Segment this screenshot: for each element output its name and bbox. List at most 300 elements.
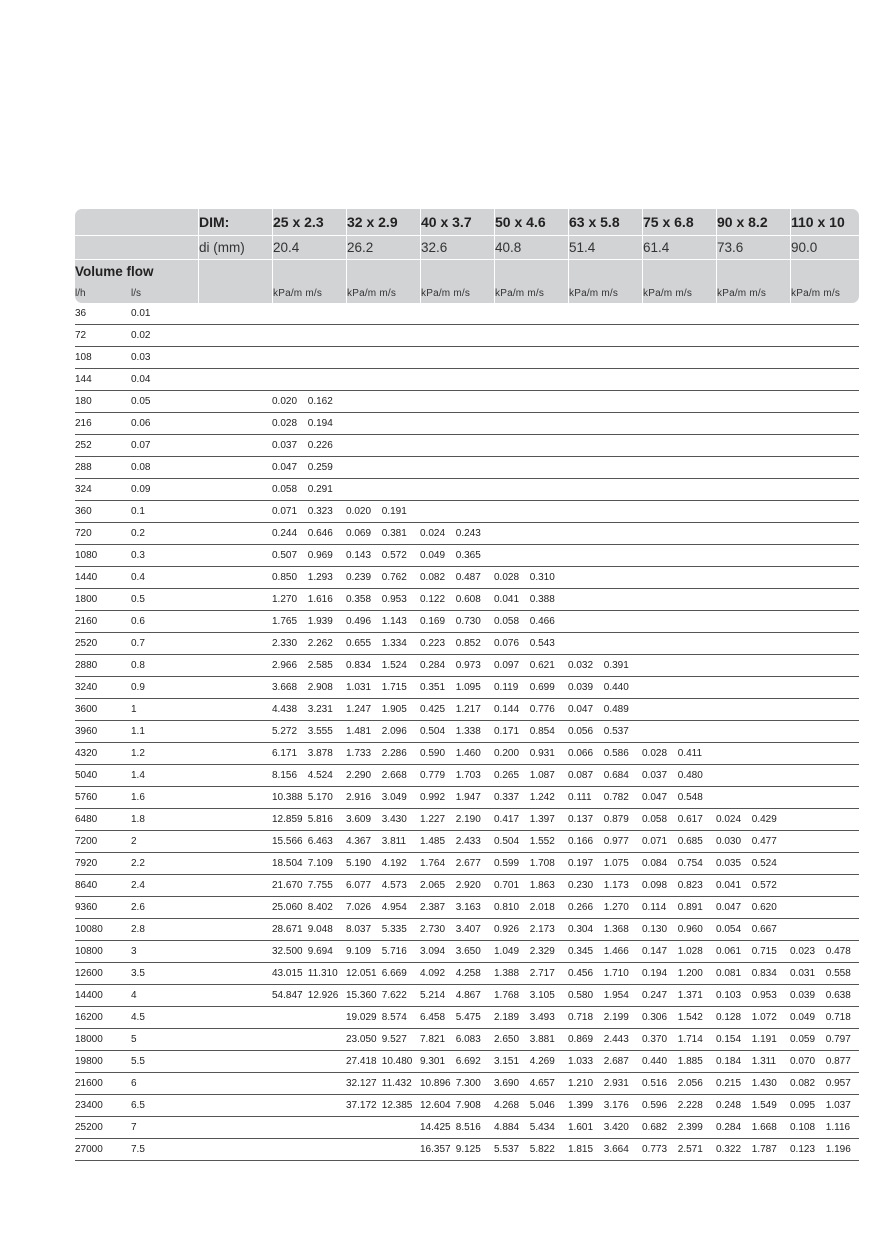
flow-ls-cell: 3.5 — [131, 963, 198, 985]
velocity-value: 2.571 — [677, 1144, 703, 1155]
pressure-loss-value: 0.345 — [568, 946, 594, 957]
flow-ls-cell: 0.04 — [131, 369, 198, 391]
velocity-value: 5.716 — [381, 946, 407, 957]
value-cell — [494, 853, 568, 875]
value-cell — [494, 633, 568, 655]
velocity-value: 5.170 — [307, 792, 333, 803]
table-row — [75, 1029, 859, 1051]
value-cell — [420, 721, 494, 743]
value-cell — [346, 831, 420, 853]
value-cell — [568, 391, 642, 413]
value-cell — [568, 567, 642, 589]
velocity-value: 0.667 — [751, 924, 777, 935]
pressure-loss-value: 28.671 — [272, 924, 303, 935]
value-cell — [790, 743, 859, 765]
velocity-value: 3.664 — [603, 1144, 629, 1155]
value-cell — [642, 699, 716, 721]
velocity-value: 0.879 — [603, 814, 629, 825]
table-row — [75, 325, 859, 347]
table-row — [75, 457, 859, 479]
pressure-loss-value: 0.304 — [568, 924, 594, 935]
value-cell — [568, 369, 642, 391]
flow-lh-cell: 23400 — [75, 1095, 131, 1117]
value-cell — [642, 1073, 716, 1095]
spacer-cell — [198, 1029, 272, 1051]
value-cell — [568, 787, 642, 809]
value-cell — [272, 743, 346, 765]
table-row — [75, 567, 859, 589]
velocity-value: 1.368 — [603, 924, 629, 935]
pressure-loss-value: 5.214 — [420, 990, 446, 1001]
value-cell — [568, 589, 642, 611]
value-cell — [346, 853, 420, 875]
value-cell — [494, 875, 568, 897]
value-cell — [494, 699, 568, 721]
value-cell — [642, 809, 716, 831]
value-cell — [568, 941, 642, 963]
table-row — [75, 413, 859, 435]
velocity-value: 0.621 — [529, 660, 555, 671]
pressure-loss-value: 0.037 — [642, 770, 668, 781]
velocity-value: 1.524 — [381, 660, 407, 671]
value-cell — [790, 589, 859, 611]
flow-lh-cell: 5760 — [75, 787, 131, 809]
velocity-value: 0.323 — [307, 506, 333, 517]
value-cell — [272, 391, 346, 413]
pressure-loss-value: 0.103 — [716, 990, 742, 1001]
velocity-value: 1.217 — [455, 704, 481, 715]
value-cell — [716, 743, 790, 765]
value-cell — [642, 655, 716, 677]
velocity-value: 0.388 — [529, 594, 555, 605]
velocity-value: 0.797 — [825, 1034, 851, 1045]
value-cell — [716, 369, 790, 391]
header-blank — [642, 259, 716, 283]
flow-lh-cell: 360 — [75, 501, 131, 523]
value-cell — [494, 589, 568, 611]
pressure-loss-value: 0.599 — [494, 858, 520, 869]
value-cell — [716, 831, 790, 853]
value-cell — [716, 611, 790, 633]
velocity-value: 8.516 — [455, 1122, 481, 1133]
pressure-loss-value: 0.266 — [568, 902, 594, 913]
velocity-value: 7.908 — [455, 1100, 481, 1111]
value-cell — [642, 765, 716, 787]
pressure-loss-value: 0.230 — [568, 880, 594, 891]
velocity-value: 1.116 — [825, 1122, 851, 1133]
value-cell — [346, 567, 420, 589]
value-cell — [346, 325, 420, 347]
velocity-value: 6.669 — [381, 968, 407, 979]
flow-ls-cell: 0.4 — [131, 567, 198, 589]
value-cell — [346, 655, 420, 677]
value-cell — [790, 897, 859, 919]
header-blank — [716, 259, 790, 283]
pressure-loss-value: 2.916 — [346, 792, 372, 803]
pressure-loss-value: 0.197 — [568, 858, 594, 869]
flow-ls-cell: 1.2 — [131, 743, 198, 765]
pressure-loss-value: 1.481 — [346, 726, 372, 737]
value-cell — [716, 1095, 790, 1117]
dim-label: DIM: — [198, 209, 272, 235]
value-cell — [716, 633, 790, 655]
pressure-loss-value: 0.992 — [420, 792, 446, 803]
value-cell — [568, 501, 642, 523]
pressure-loss-value: 0.047 — [568, 704, 594, 715]
spacer-cell — [198, 633, 272, 655]
pressure-loss-value: 0.154 — [716, 1034, 742, 1045]
pressure-loss-value: 0.020 — [272, 396, 298, 407]
value-cell — [272, 677, 346, 699]
velocity-value: 0.684 — [603, 770, 629, 781]
spacer-cell — [198, 1139, 272, 1161]
velocity-value: 5.475 — [455, 1012, 481, 1023]
flow-ls-cell: 1.6 — [131, 787, 198, 809]
flow-lh-cell: 21600 — [75, 1073, 131, 1095]
pressure-loss-value: 0.496 — [346, 616, 372, 627]
velocity-value: 0.931 — [529, 748, 555, 759]
pressure-loss-value: 0.039 — [568, 682, 594, 693]
velocity-value: 6.692 — [455, 1056, 481, 1067]
dim-header: 63 x 5.8 — [568, 209, 642, 235]
pressure-loss-value: 2.730 — [420, 924, 446, 935]
pressure-loss-value: 0.123 — [790, 1144, 816, 1155]
velocity-value: 3.407 — [455, 924, 481, 935]
flow-ls-cell: 4 — [131, 985, 198, 1007]
value-cell — [790, 1139, 859, 1161]
table-row — [75, 721, 859, 743]
unit-label: kPa/m m/s — [272, 283, 346, 303]
table-row — [75, 787, 859, 809]
value-cell — [494, 765, 568, 787]
value-cell — [568, 1007, 642, 1029]
value-cell — [642, 1139, 716, 1161]
value-cell — [716, 1029, 790, 1051]
velocity-value: 0.381 — [381, 528, 407, 539]
velocity-value: 7.109 — [307, 858, 333, 869]
value-cell — [272, 655, 346, 677]
pressure-loss-value: 23.050 — [346, 1034, 377, 1045]
value-cell — [568, 677, 642, 699]
value-cell — [346, 1007, 420, 1029]
value-cell — [790, 963, 859, 985]
velocity-value: 1.311 — [751, 1056, 777, 1067]
velocity-value: 2.018 — [529, 902, 555, 913]
pressure-loss-value: 54.847 — [272, 990, 303, 1001]
pressure-loss-value: 32.500 — [272, 946, 303, 957]
value-cell — [716, 897, 790, 919]
table-body — [75, 303, 859, 1161]
table-row — [75, 347, 859, 369]
velocity-value: 0.608 — [455, 594, 481, 605]
velocity-value: 2.677 — [455, 858, 481, 869]
value-cell — [790, 435, 859, 457]
value-cell — [716, 435, 790, 457]
value-cell — [420, 875, 494, 897]
unit-label: kPa/m m/s — [494, 283, 568, 303]
value-cell — [494, 1051, 568, 1073]
value-cell — [272, 1139, 346, 1161]
pressure-loss-value: 27.418 — [346, 1056, 377, 1067]
velocity-value: 0.411 — [677, 748, 703, 759]
pressure-loss-value: 0.144 — [494, 704, 520, 715]
flow-lh-cell: 72 — [75, 325, 131, 347]
flow-lh-cell: 180 — [75, 391, 131, 413]
value-cell — [494, 325, 568, 347]
velocity-value: 7.622 — [381, 990, 407, 1001]
value-cell — [642, 369, 716, 391]
velocity-value: 0.537 — [603, 726, 629, 737]
velocity-value: 1.200 — [677, 968, 703, 979]
velocity-value: 1.710 — [603, 968, 629, 979]
table-row — [75, 985, 859, 1007]
spacer-cell — [198, 1117, 272, 1139]
value-cell — [346, 611, 420, 633]
value-cell — [272, 1073, 346, 1095]
velocity-value: 0.977 — [603, 836, 629, 847]
value-cell — [790, 1095, 859, 1117]
velocity-value: 1.708 — [529, 858, 555, 869]
spacer-cell — [198, 1051, 272, 1073]
value-cell — [494, 1073, 568, 1095]
table-row — [75, 897, 859, 919]
table-row — [75, 545, 859, 567]
flow-lh-cell: 3240 — [75, 677, 131, 699]
flow-ls-cell: 0.6 — [131, 611, 198, 633]
pressure-loss-value: 9.301 — [420, 1056, 446, 1067]
flow-lh-cell: 14400 — [75, 985, 131, 1007]
flow-ls-cell: 1.4 — [131, 765, 198, 787]
velocity-value: 0.854 — [529, 726, 555, 737]
velocity-value: 0.852 — [455, 638, 481, 649]
pressure-loss-value: 2.189 — [494, 1012, 520, 1023]
value-cell — [272, 897, 346, 919]
value-cell — [346, 1095, 420, 1117]
value-cell — [642, 1029, 716, 1051]
value-cell — [272, 589, 346, 611]
value-cell — [420, 765, 494, 787]
pressure-loss-value: 1.388 — [494, 968, 520, 979]
velocity-value: 1.095 — [455, 682, 481, 693]
velocity-value: 0.782 — [603, 792, 629, 803]
header-di-row — [75, 235, 859, 259]
velocity-value: 1.196 — [825, 1144, 851, 1155]
velocity-value: 5.816 — [307, 814, 333, 825]
pressure-loss-value: 0.247 — [642, 990, 668, 1001]
value-cell — [716, 721, 790, 743]
value-cell — [642, 435, 716, 457]
flow-lh-cell: 7920 — [75, 853, 131, 875]
pressure-loss-value: 32.127 — [346, 1078, 377, 1089]
value-cell — [494, 1029, 568, 1051]
pressure-loss-value: 0.507 — [272, 550, 298, 561]
flow-ls-cell: 0.8 — [131, 655, 198, 677]
velocity-value: 1.371 — [677, 990, 703, 1001]
velocity-value: 0.685 — [677, 836, 703, 847]
spacer-cell — [198, 787, 272, 809]
pressure-loss-value: 1.049 — [494, 946, 520, 957]
velocity-value: 11.310 — [307, 968, 338, 979]
value-cell — [346, 897, 420, 919]
value-cell — [568, 853, 642, 875]
value-cell — [272, 985, 346, 1007]
value-cell — [346, 963, 420, 985]
velocity-value: 5.046 — [529, 1100, 555, 1111]
value-cell — [420, 325, 494, 347]
pressure-loss-value: 0.655 — [346, 638, 372, 649]
pressure-loss-value: 15.360 — [346, 990, 377, 1001]
velocity-value: 0.762 — [381, 572, 407, 583]
value-cell — [346, 523, 420, 545]
pressure-loss-value: 0.926 — [494, 924, 520, 935]
pressure-loss-value: 0.024 — [420, 528, 446, 539]
table-row — [75, 677, 859, 699]
value-cell — [716, 303, 790, 325]
velocity-value: 0.365 — [455, 550, 481, 561]
spacer-cell — [198, 545, 272, 567]
spacer-cell — [198, 611, 272, 633]
value-cell — [272, 765, 346, 787]
unit-label: kPa/m m/s — [420, 283, 494, 303]
spacer-cell — [198, 391, 272, 413]
spacer-cell — [198, 721, 272, 743]
value-cell — [420, 567, 494, 589]
value-cell — [420, 589, 494, 611]
value-cell — [272, 545, 346, 567]
pressure-loss-value: 0.284 — [716, 1122, 742, 1133]
velocity-value: 0.699 — [529, 682, 555, 693]
value-cell — [790, 633, 859, 655]
velocity-value: 4.954 — [381, 902, 407, 913]
pressure-loss-value: 7.821 — [420, 1034, 446, 1045]
pressure-loss-value: 0.701 — [494, 880, 520, 891]
table-row — [75, 919, 859, 941]
pressure-loss-table — [75, 209, 859, 1161]
velocity-value: 2.399 — [677, 1122, 703, 1133]
pressure-loss-value: 6.458 — [420, 1012, 446, 1023]
value-cell — [346, 699, 420, 721]
pressure-loss-value: 21.670 — [272, 880, 303, 891]
value-cell — [272, 1029, 346, 1051]
pressure-loss-value: 0.082 — [790, 1078, 816, 1089]
pressure-loss-value: 0.504 — [420, 726, 446, 737]
value-cell — [642, 545, 716, 567]
value-cell — [346, 501, 420, 523]
value-cell — [494, 985, 568, 1007]
velocity-value: 4.258 — [455, 968, 481, 979]
velocity-value: 0.194 — [307, 418, 333, 429]
spacer-cell — [198, 765, 272, 787]
pressure-loss-value: 0.041 — [716, 880, 742, 891]
velocity-value: 8.574 — [381, 1012, 407, 1023]
flow-ls-cell: 1 — [131, 699, 198, 721]
value-cell — [642, 567, 716, 589]
value-cell — [346, 985, 420, 1007]
pressure-loss-value: 0.166 — [568, 836, 594, 847]
value-cell — [420, 853, 494, 875]
table-row — [75, 1073, 859, 1095]
value-cell — [494, 941, 568, 963]
value-cell — [790, 655, 859, 677]
flow-lh-cell: 18000 — [75, 1029, 131, 1051]
velocity-value: 0.877 — [825, 1056, 851, 1067]
pressure-loss-value: 8.156 — [272, 770, 298, 781]
velocity-value: 3.493 — [529, 1012, 555, 1023]
pressure-loss-value: 0.834 — [346, 660, 372, 671]
value-cell — [790, 941, 859, 963]
flow-ls-cell: 0.07 — [131, 435, 198, 457]
pressure-loss-value: 0.773 — [642, 1144, 668, 1155]
value-cell — [568, 457, 642, 479]
value-cell — [346, 391, 420, 413]
header-blank — [75, 209, 198, 235]
spacer-cell — [198, 699, 272, 721]
spacer-cell — [198, 501, 272, 523]
table-row — [75, 435, 859, 457]
value-cell — [346, 787, 420, 809]
dim-header: 40 x 3.7 — [420, 209, 494, 235]
value-cell — [420, 699, 494, 721]
value-cell — [716, 567, 790, 589]
velocity-value: 0.487 — [455, 572, 481, 583]
velocity-value: 1.397 — [529, 814, 555, 825]
table-row — [75, 501, 859, 523]
value-cell — [420, 501, 494, 523]
value-cell — [568, 1029, 642, 1051]
velocity-value: 1.787 — [751, 1144, 777, 1155]
velocity-value: 1.715 — [381, 682, 407, 693]
flow-lh-cell: 1800 — [75, 589, 131, 611]
flow-lh-cell: 2160 — [75, 611, 131, 633]
value-cell — [494, 501, 568, 523]
pressure-loss-value: 0.069 — [346, 528, 372, 539]
value-cell — [790, 391, 859, 413]
velocity-value: 0.973 — [455, 660, 481, 671]
flow-ls-cell: 0.05 — [131, 391, 198, 413]
value-cell — [494, 1139, 568, 1161]
pressure-loss-value: 1.768 — [494, 990, 520, 1001]
pressure-loss-value: 3.151 — [494, 1056, 520, 1067]
value-cell — [272, 1117, 346, 1139]
header-blank — [568, 259, 642, 283]
value-cell — [790, 721, 859, 743]
value-cell — [642, 1051, 716, 1073]
velocity-value: 0.524 — [751, 858, 777, 869]
spacer-cell — [198, 655, 272, 677]
value-cell — [420, 919, 494, 941]
value-cell — [346, 1139, 420, 1161]
pressure-loss-value: 2.330 — [272, 638, 298, 649]
velocity-value: 0.191 — [381, 506, 407, 517]
flow-lh-cell: 7200 — [75, 831, 131, 853]
value-cell — [272, 787, 346, 809]
value-cell — [716, 347, 790, 369]
value-cell — [642, 919, 716, 941]
pressure-loss-value: 1.815 — [568, 1144, 594, 1155]
value-cell — [346, 435, 420, 457]
di-value: 32.6 — [420, 235, 494, 259]
flow-lh-cell: 25200 — [75, 1117, 131, 1139]
value-cell — [642, 963, 716, 985]
velocity-value: 0.310 — [529, 572, 555, 583]
pressure-loss-value: 0.087 — [568, 770, 594, 781]
pressure-loss-value: 0.223 — [420, 638, 446, 649]
table-row — [75, 1139, 859, 1161]
value-cell — [420, 1117, 494, 1139]
velocity-value: 0.440 — [603, 682, 629, 693]
value-cell — [642, 611, 716, 633]
pressure-loss-value: 0.066 — [568, 748, 594, 759]
